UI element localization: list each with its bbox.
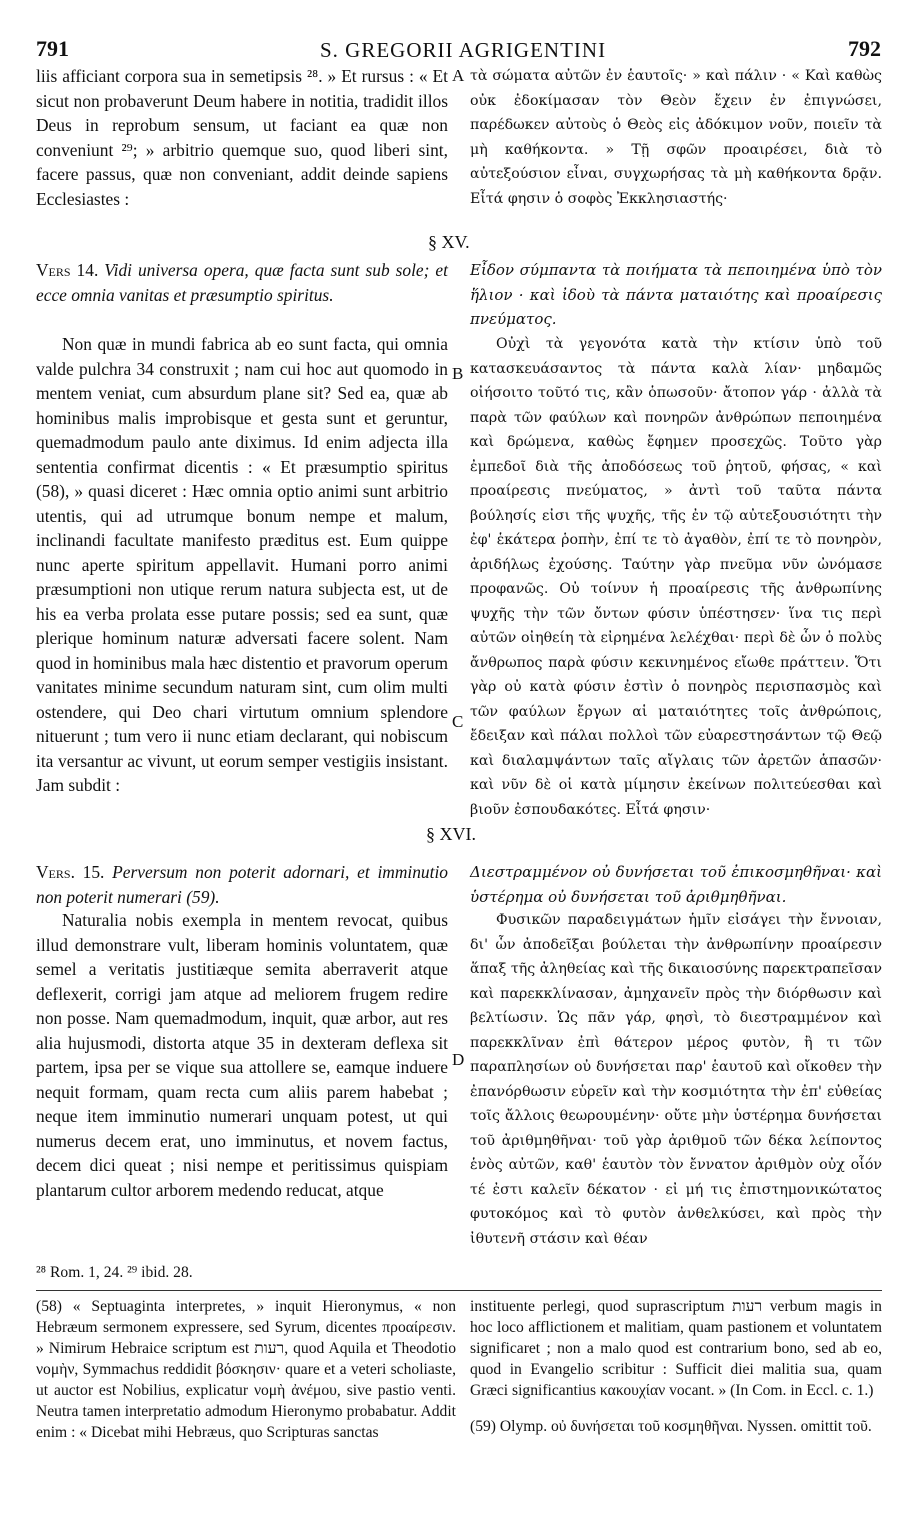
latin-verse-text: Perversum non poterit adornari, et imminutio non poterit numerari (59). [36,862,448,907]
margin-marker-b: B [452,364,464,383]
footnote-58-left: (58) « Septuaginta interpretes, » inquit Hieronymus, « non Hebræum sermonem expressere, sed Syrum, dicentes προαίρεσιν. » Nimirum Hebraice scriptum est רעות, quod Aquila et Theodotio νομὴν, Symmachus reddidit βόσκησιν· quare et a veteri scholiaste, ut auctor est Nobilius, explicatur νομὴ ἀνέμου, sive pastio venti. Neutra tamen interpretatio admodum Hieronymo probabatur. Addit enim : « Dicebat mihi Hebræus, quo Scripturas sanctas [36,1298,457,1441]
greek-verse-15: Διεστραμμένον οὐ δυνήσεται τοῦ ἐπικοσμηθῆναι· καὶ ὑστέρημα οὐ δυνήσεται τοῦ ἀριθμηθῆναι. [470,863,882,906]
section-heading-xvi: § XVI. [426,824,476,844]
footnote-59: (59) Olymp. οὐ δυνήσεται τοῦ κοσμηθῆναι. Nyssen. omittit τοῦ. [470,1418,872,1435]
margin-marker-c: C [452,712,464,731]
latin-verse-text: Vidi universa opera, quæ facta sunt sub sole; et ecce omnia vanitas et præsumptio spiritus. [36,260,448,305]
latin-verse-label: Vers 14. [36,260,99,280]
section-heading-xv: § XV. [428,232,470,252]
latin-verse-14 [36,258,448,307]
latin-verse-label: Vers. 15. [36,862,105,882]
margin-marker-d: D [452,1050,465,1069]
greek-commentary-xv: Οὐχὶ τὰ γεγονότα κατὰ τὴν κτίσιν ὑπὸ τοῦ κατασκευάσαντος τὰ πάντα καλὰ λίαν· μηδαμῶς οἰήσοιτο τοῦτό τις, κἂν ὁπωσοῦν· ἄτοπον γάρ · ἀλλὰ τὰ παρὰ τῶν φαύλων καὶ πονηρῶν ἀνθρώπων πεποιημένα καὶ δρώμενα, καθὼς ἔφημεν προσεχῶς. Τοῦτο γὰρ ἐμπεδοῖ διὰ τῆς ἀποδόσεως τοῦ ῥητοῦ, φήσας, « καὶ προαίρεσις πνεύματος, » ἀντὶ τοῦ ταῦτα πάντα βούλησίς εἰσι τῆς ψυχῆς, τῆς ἐν τῷ αὐτεξουσιότητι τὴν ἐφ' ἑκάτερα ῥοπὴν, ἐπί τε τὸ ἀγαθὸν, ἐπί τε τὸ πονηρὸν, ἀριδήλως ἐχούσης. Ταύτην γὰρ πνεῦμα νῦν ὠνόμασε προφανῶς. Οὐ τοίνυν ἡ προαίρεσις τῆς ἀνθρωπίνης ψυχῆς τὴν τῶν ὄντων φύσιν ὑπέστησεν· ἵνα τις περὶ αὐτῶν οἰηθείη τὰ εἰρημένα λελέχθαι· περὶ δὲ ὧν ὁ πολὺς ἄνθρωπος παρὰ φύσιν κεκινημένος εἴωθε πράττειν. Ὅτι γὰρ οὐ κατὰ φύσιν ἐστὶν ὁ πονηρὸς περισπασμὸς καὶ τῶν φαύλων ἔργων αἱ ματαιότητες τοῖς ἀνθρώποις, ἔδειξαν καὶ πάλαι πολλοὶ τῶν εὐαρεστησάντων τῷ Θεῷ καὶ διαλαμψάντων ταῖς αἴγλαις τῶν ἀρετῶν ἁπασῶν· καὶ νῦν δὲ οἱ κατὰ μίμησιν ἐκείνων πολιτεύεσθαι καὶ βιοῦν ἐσπουδακότες. Εἶτά φησιν· [470,336,882,818]
footnote-references: ²⁸ Rom. 1, 24. ²⁹ ibid. 28. [36,1264,193,1281]
greek-commentary-xvi: Φυσικῶν παραδειγμάτων ἡμῖν εἰσάγει τὴν ἔννοιαν, δι' ὧν ἀποδεῖξαι βούλεται τὴν ἀνθρωπίνην προαίρεσιν ἅπαξ τῆς ἀληθείας καὶ τῆς δικαιοσύνης παρεκτραπεῖσαν καὶ παρεκκλίνασαν, ἀμηχανεῖν πρὸς τὴν διόρθωσιν καὶ βελτίωσιν. Ὡς πᾶν γάρ, φησὶ, τὸ διεστραμμένον καὶ παρεκκλῖναν ἐπὶ θάτερον μέρος φυτὸν, ἢ τι τῶν παραπλησίων οὐ δυνήσεται παρ' ἑαυτοῦ καὶ οἴκοθεν τὴν ἐπανόρθωσιν εὑρεῖν καὶ τὴν κοσμιότητα τὴν ἐπ' εὐθείας τοῖς ἄλλοις θεωρουμένην· οὔτε μὴν ὑστέρημα δυνήσεται τοῦ ἀριθμηθῆναι· τοῦ γὰρ ἀριθμοῦ τῶν δέκα λείποντος ἑνὸς αὐτῶν, καθ' ἑαυτὸν τὸν ἔννατον ἀριθμὸν οὐχ οἷόν τέ ἐστι καλεῖν δέκατον · εἰ μή τις ἐπιστημονικώτατος φυτοκόμος καὶ τὸ φυτὸν ἀνθελκύσει, καὶ πρὸς τὴν ἰθυτενῆ στάσιν καὶ θέαν [470,912,882,1247]
latin-intro-text: liis afficiant corpora sua in semetipsis ²⁸. » Et rursus : « Et sicut non probaverunt Deum habere in notitia, tradidit illos Deus in reprobum sensum, ut faciant ea quæ non conveniunt ²⁹; » arbitrio quemque suo, quod liberi sint, facere passus, quæ non conveniant, addit deinde sapiens Ecclesiastes : [36,66,448,209]
greek-intro-text: τὰ σώματα αὐτῶν ἐν ἑαυτοῖς· » καὶ πάλιν · « Καὶ καθὼς οὐκ ἐδοκίμασαν τὸν Θεὸν ἔχειν ἐν ἐπιγνώσει, παρέδωκεν αὐτοὺς ὁ Θεὸς εἰς ἀδόκιμον νοῦν, ποιεῖν τὰ μὴ καθήκοντα. » Τῇ σφῶν προαιρέσει, διὰ τὸ αὐτεξούσιον εἶναι, συγχωρήσας τὰ μὴ καθήκοντα δρᾷν. Εἶτά φησιν ὁ σοφὸς Ἐκκλησιαστής· [470,68,882,207]
margin-marker-a: A [452,66,465,85]
latin-commentary-xvi: Naturalia nobis exempla in mentem revocat, quibus illud demonstrare vult, liberam hominis voluntatem, quæ semel a veritatis justitiæque semita aberraverit atque deflexerit, corrigi jam atque ad meliorem frugem redire non posse. Nam quemadmodum, inquit, quæ arbor, aut res alia hujusmodi, distorta atque 35 in dexteram deflexa sit partem, ipsa per se vique sua attollere se, eamque induere nequit formam, quam recta cum aliis parem habebat ; neque item imminutio numerari unquam potest, ut qui numerus decem erat, uno imminutus, et novem factus, decem dici queat ; nisi nempe et peritissimus quispiam plantarum cultor arborem medendo reducat, atque [36,910,448,1200]
greek-verse-14: Εἶδον σύμπαντα τὰ ποιήματα τὰ πεποιημένα ὑπὸ τὸν ἥλιον · καὶ ἰδοὺ τὰ πάντα ματαιότης καὶ προαίρεσις πνεύματος. [470,261,882,328]
footnote-rule [36,1290,882,1291]
latin-verse-15 [36,860,448,909]
latin-commentary-xv: Non quæ in mundi fabrica ab eo sunt facta, qui omnia valde pulchra 34 construxit ; nam cui hoc aut quomodo in mentem veniat, cum absurdum plane sit? Sed ea, quæ ab hominibus malis improbisque et gesta sunt et geruntur, quemadmodum paulo ante diximus. Id enim adjecta illa sententia confirmat dicentis : « Et præsumptio spiritus (58), » quasi diceret : Hæc omnia optio animi sunt arbitrio utentis, qui ad utrumque bonum nempe et malum, inclinandi facultate manifesto præditus est. Eum quippe nunc aperte spiritum appellavit. Humani porro animi præsumptioni non utique rerum natura subjecta est, ut de his ea verba prolata esse putare possis; sed ea sunt, quæ plerique hominum naturæ adversati facere solent. Nam quod in hominibus mala hæc distentio et pravorum operum vanitates minime secundum naturam sint, cum olim multi ostendere, qui Deo chari virtutum omnium splendore nituerunt ; tum vero ii nunc etiam declarant, qui nobiscum ita versantur ac vivunt, ut eorum semper vestigiis insistant. Jam subdit : [36,334,448,795]
left-page-number: 791 [36,36,69,61]
running-title: S. GREGORII AGRIGENTINI [320,38,607,62]
right-page-number: 792 [848,36,881,61]
footnote-58-right: instituente perlegi, quod suprascriptum רעות verbum magis in hoc loco afflictionem et malitiam, quam pastionem et voluntatem significaret ; non a malo quod est contrarium bono, sed ab eo, quod in Evangelio scribitur : Sufficit diei malitia sua, quam Græci significantius κακουχίαν vocant. » (In Com. in Eccl. c. 1.) [470,1298,882,1399]
